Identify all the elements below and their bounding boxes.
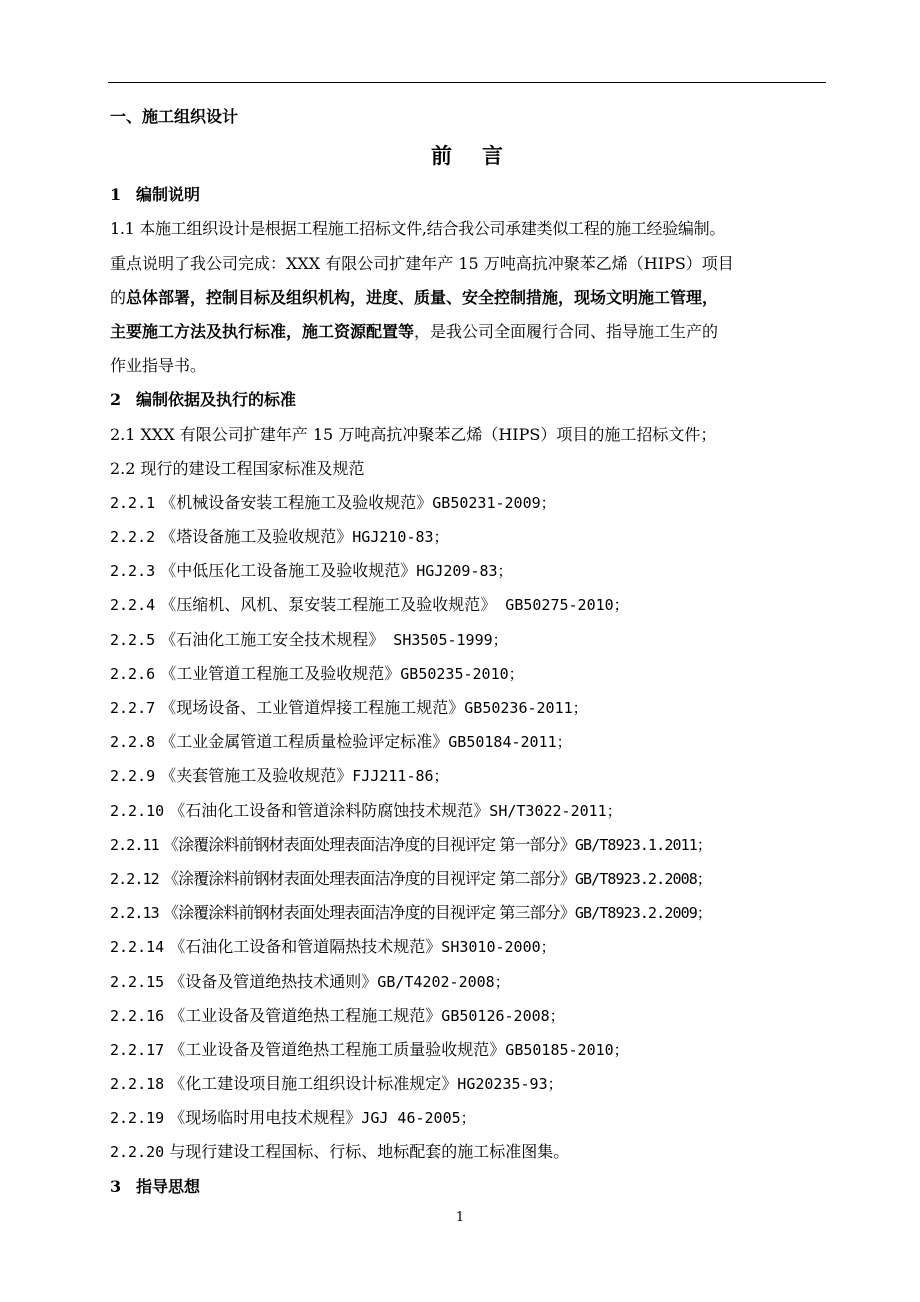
standard-item — [110, 691, 826, 725]
standard-code: GB50275-2010； — [496, 596, 629, 615]
section-number: 2 — [110, 390, 122, 410]
standard-code: HG20235-93； — [457, 1075, 563, 1094]
standard-title: 《机械设备安装工程施工及验收规范》 — [160, 492, 433, 512]
standard-code: SH/T3022-2011； — [489, 801, 622, 820]
standard-title: 《中低压化工设备施工及验收规范》 — [160, 561, 417, 581]
standard-number: 2.2.18 — [110, 1075, 165, 1094]
standard-code: HGJ209-83； — [416, 562, 513, 581]
standard-item — [110, 623, 826, 657]
standard-code: HGJ210-83； — [352, 528, 449, 547]
standard-item — [110, 725, 826, 759]
standard-title: 《工业设备及管道绝热工程施工质量验收规范》 — [169, 1039, 506, 1059]
standard-item — [110, 999, 826, 1033]
standard-item — [110, 930, 826, 964]
standard-number: 2.2.19 — [110, 1109, 165, 1128]
standard-title: 《塔设备施工及验收规范》 — [160, 527, 353, 547]
para-bold-text: 主要施工方法及执行标准，施工资源配置等 — [110, 321, 415, 341]
standard-number: 2.2.9 — [110, 767, 156, 786]
standard-number: 2.2.14 — [110, 938, 165, 957]
standard-title: 《石油化工设备和管道隔热技术规范》 — [169, 937, 442, 957]
chapter-heading: 一、施工组织设计 — [110, 107, 239, 126]
standard-number: 2.2.2 — [110, 528, 156, 547]
standard-number: 2.2.8 — [110, 733, 156, 752]
standard-code: GB50231-2009； — [432, 493, 556, 512]
standard-item — [110, 520, 826, 554]
section-2-heading — [110, 383, 826, 417]
standard-item — [110, 657, 826, 691]
standard-code: FJJ211-86； — [352, 767, 449, 786]
standard-code: GB50184-2011； — [448, 733, 572, 752]
standard-title: 《工业管道工程施工及验收规范》 — [160, 663, 401, 683]
standard-item — [110, 965, 826, 999]
section-number: 1 — [110, 185, 122, 205]
standard-item — [110, 862, 826, 896]
standard-number: 2.2.20 — [110, 1143, 165, 1162]
standard-code: JGJ 46-2005； — [361, 1109, 476, 1128]
standard-number: 2.2.5 — [110, 630, 156, 649]
standard-number: 2.2.7 — [110, 699, 156, 717]
standard-item — [110, 588, 826, 622]
document-body — [110, 100, 826, 1204]
list-item-2-1: 2.1 XXX 有限公司扩建年产 15 万吨高抗冲聚苯乙烯（HIPS）项目的施工招标文件； — [110, 424, 717, 444]
page-number: 1 — [455, 1210, 465, 1225]
standard-item — [110, 554, 826, 588]
section-label: 编制依据及执行的标准 — [136, 390, 297, 410]
standard-title: 《设备及管道绝热技术通则》 — [169, 971, 378, 991]
standard-title: 与现行建设工程国标、行标、地标配套的施工标准图集。 — [169, 1142, 570, 1162]
standard-number: 2.2.15 — [110, 972, 165, 991]
standard-number: 2.2.17 — [110, 1040, 165, 1059]
standard-code: GB/T8923.2.2008； — [574, 869, 711, 888]
para-text: ，是我公司全面履行合同、指导施工生产的 — [414, 321, 719, 341]
standard-code: GB50185-2010； — [505, 1040, 629, 1059]
standard-title: 《涂覆涂料前钢材表面处理表面洁净度的目视评定 第三部分》 — [162, 903, 575, 923]
standard-number: 2.2.6 — [110, 664, 156, 683]
standard-code: SH3010-2000； — [441, 938, 556, 957]
standard-title: 《夹套管施工及验收规范》 — [160, 766, 353, 786]
standard-title: 《压缩机、风机、泵安装工程施工及验收规范》 — [160, 595, 497, 615]
para-line: 1.1 本施工组织设计是根据工程施工招标文件,结合我公司承建类似工程的施工经验编制。 — [110, 219, 726, 239]
standard-number: 2.2.4 — [110, 596, 156, 615]
standard-title: 《石油化工设备和管道涂料防腐蚀技术规范》 — [169, 800, 490, 820]
standard-number: 2.2.1 — [110, 493, 156, 512]
section-number: 3 — [110, 1176, 122, 1196]
section-1-heading — [110, 178, 826, 212]
standard-title: 《现场临时用电技术规程》 — [169, 1108, 362, 1128]
para-bold-text: 总体部署，控制目标及组织机构，进度、质量、安全控制措施，现场文明施工管理， — [126, 287, 719, 307]
standard-item — [110, 1101, 826, 1135]
standard-number: 2.2.13 — [110, 904, 159, 923]
standard-title: 《涂覆涂料前钢材表面处理表面洁净度的目视评定 第二部分》 — [162, 868, 575, 888]
standard-item — [110, 896, 826, 930]
standard-item — [110, 486, 826, 520]
para-line — [110, 315, 826, 349]
standard-code: SH3505-1999； — [384, 630, 508, 649]
paragraph-1-1 — [110, 212, 826, 383]
standard-item — [110, 828, 826, 862]
section-label: 编制说明 — [136, 185, 201, 205]
title-char-1: 前 — [431, 143, 454, 169]
list-item-2-2: 2.2 现行的建设工程国家标准及规范 — [110, 458, 365, 478]
standard-title: 《工业设备及管道绝热工程施工规范》 — [169, 1005, 442, 1025]
standard-item — [110, 1033, 826, 1067]
standard-number: 2.2.12 — [110, 869, 159, 888]
standard-number: 2.2.16 — [110, 1006, 165, 1025]
standard-title: 《现场设备、工业管道焊接工程施工规范》 — [160, 698, 465, 717]
standard-item — [110, 759, 826, 793]
para-text: 的 — [110, 287, 127, 307]
document-title — [110, 134, 826, 178]
section-3-heading — [110, 1170, 826, 1204]
standard-code: GB/T8923.2.2009； — [574, 904, 711, 923]
standard-item — [110, 1135, 826, 1169]
section-label: 指导思想 — [136, 1176, 201, 1196]
standard-number: 2.2.3 — [110, 562, 156, 581]
header-rule — [108, 82, 826, 83]
standard-number: 2.2.11 — [110, 835, 159, 854]
para-line: 重点说明了我公司完成：XXX 有限公司扩建年产 15 万吨高抗冲聚苯乙烯（HIPS）项目 — [110, 253, 734, 273]
standard-code: GB50126-2008； — [441, 1006, 565, 1025]
standard-code: GB/T8923.1.2011； — [574, 835, 711, 854]
para-line — [110, 281, 826, 315]
standard-number: 2.2.10 — [110, 801, 165, 820]
standard-item — [110, 794, 826, 828]
standard-code: GB50236-2011； — [464, 699, 588, 717]
standard-title: 《工业金属管道工程质量检验评定标准》 — [160, 732, 449, 752]
para-line: 作业指导书。 — [110, 356, 207, 376]
standard-item — [110, 1067, 826, 1101]
standard-title: 《涂覆涂料前钢材表面处理表面洁净度的目视评定 第一部分》 — [162, 834, 575, 854]
standards-list — [110, 486, 826, 1170]
standard-code: GB/T4202-2008； — [377, 972, 510, 991]
title-char-2: 言 — [482, 143, 505, 169]
standard-title: 《化工建设项目施工组织设计标准规定》 — [169, 1074, 458, 1094]
standard-title: 《石油化工施工安全技术规程》 — [160, 629, 385, 649]
standard-code: GB50235-2010； — [400, 664, 524, 683]
